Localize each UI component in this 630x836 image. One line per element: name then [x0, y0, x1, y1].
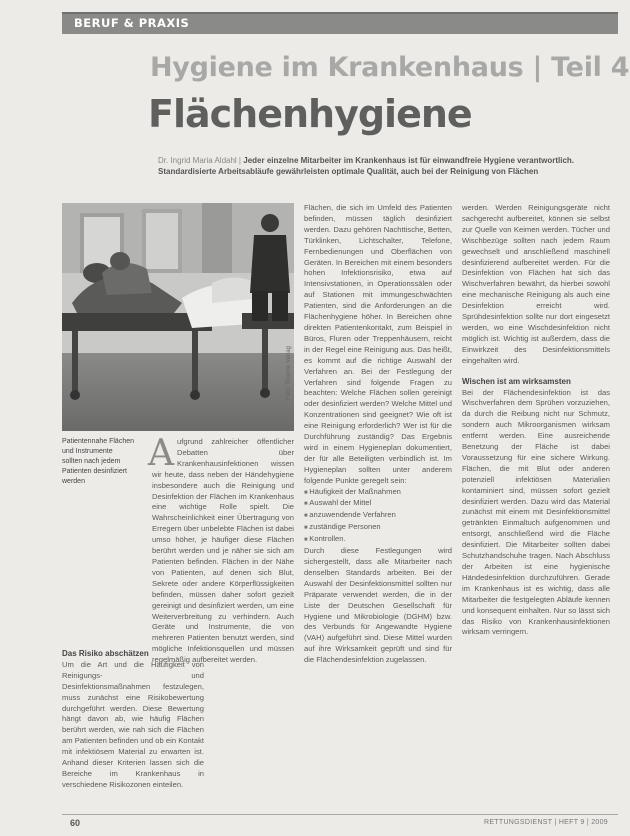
list-item: ■ Auswahl der Mittel — [304, 498, 452, 510]
subheading-risiko: Das Risiko abschätzen — [62, 649, 149, 658]
lead-text: Jeder einzelne Mitarbeiter im Krankenhaus ist für einwandfreie Hygiene verantwortlich. Standardisierte Arbeitsabläufe gewährleisten optimale Qualität, auch bei der Reinigung von Flächen — [158, 156, 575, 176]
drop-cap: A — [148, 433, 174, 474]
list-item: ■ zuständige Personen — [304, 522, 452, 534]
photo-caption: Patientennahe Flächen und Instrumente sollten nach jedem Patienten desinfiziert werden — [62, 438, 134, 485]
column-2-paragraph-2: Durch diese Festlegungen wird sichergestellt, dass alle Mitarbeiter nach denselben Standards arbeiten. Bei der Auswahl der Desinfektionsmittel sollten nur Präparate verwendet werden, die in der Liste der Deutschen Gesellschaft für Hygiene und Mikrobiologie (DGHM) bzw. des Verbunds für Angewandte Hygiene (VAH) aufgeführt sind. Diese Mittel wurden auf ihre Wirksamkeit geprüft und sind für die Flächendesinfektion zugelassen. — [304, 546, 452, 665]
list-item: ■ Häufigkeit der Maßnahmen — [304, 487, 452, 499]
article-kicker-title: Hygiene im Krankenhaus | Teil 4 — [150, 52, 630, 83]
column-2-paragraph-1: Flächen, die sich im Umfeld des Patienten befinden, müssen täglich desinfiziert werden. Dazu gehören Nachttische, Betten, Türklinken, Lichtschalter, Telefone, Fernbedienungen und Oberflächen von Geräten. In Bereichen mit einem besonders hohen Infektionsrisiko, etwa auf Intensivstationen, in Operationssälen oder auf Stationen mit immungeschwächten Patienten, sind die Anforderungen an die Flächenhygiene höher. In Bereichen ohne direkten Patientenkontakt, zum Beispiel in Büros, Fluren oder Treppenhäusern, reicht in der Regel eine Reinigung aus. Das heißt, es kommt auf die richtige Auswahl der Verfahren an. Bei der Festlegung der Verfahren sind folgende Fragen zu beachten: Welche Flächen sollen gereinigt oder desinfiziert werden? Welche Mittel und Konzentrationen sind geeignet? Wie oft ist eine Reinigung erforderlich? Wer ist für die Durchführung zuständig? Das Ergebnis wird in einem Hygieneplan dokumentiert, der für alle Beteiligten verbindlich ist. Im Hygieneplan sollten unter anderem folgende Punkte geregelt sein: — [304, 203, 452, 485]
list-item: ■ Kontrollen. — [304, 534, 452, 546]
risk-paragraph: Um die Art und die Häufigkeit von Reinigungs- und Desinfektionsmaßnahmen festzulegen, muss zunächst eine Risikobewertung durchgeführt werden. Diese Bewertung hängt davon ab, wie häufig Flächen berührt werden, wie nah sich die Flächen am Patienten befinden und ob ein Kontakt mit infektiösem Material zu erwarten ist. Anhand dieser Kriterien lassen sich die Bereiche im Krankenhaus in verschiedene Risikozonen einteilen. — [62, 659, 204, 789]
column-3-paragraph-2: Bei der Flächendesinfektion ist das Wischverfahren dem Sprühen vorzuziehen, da durch die Reibung nicht nur Schmutz, sondern auch Mikroorganismen wirksam entfernt werden. Eine ausreichende Benetzung der Fläche ist dabei Voraussetzung für eine sichere Wirkung. Flächen, die mit Blut oder anderen potenziell infektiösen Materialien kontaminiert sind, müssen sofort gezielt desinfiziert werden. Dazu wird das Material zunächst mit einem mit Desinfektionsmittel getränkten Einmaltuch aufgenommen und entsorgt, anschließend wird die Fläche desinfiziert. Die Mitarbeiter sollten dabei Schutzhandschuhe tragen. Nach Abschluss der Arbeiten ist eine hygienische Händedesinfektion durchzuführen. Gerade im Krankenhaus ist es wichtig, dass alle Mitarbeiter die festgelegten Abläufe kennen und konsequent einhalten. Nur so lässt sich das Risiko von Krankenhausinfektionen wirksam verringern. — [462, 387, 610, 637]
intro-text: ufgrund zahlreicher öffentlicher Debatten über Krankenhausinfektionen wissen wir heute, dass neben der Händehygiene insbesondere auch die Reinigung und Desinfektion der Flächen im Krankenhaus eine wichtige Rolle spielt. Die Wahrscheinlichkeit einer Übertragung von Erregern über unbelebte Flächen ist dabei umso höher, je häufiger diese Flächen berührt werden und je näher sie sich am Patienten befinden. Flächen in der Nähe von Patienten, auf denen sich Blut, Sekrete oder andere Körperflüssigkeiten befinden, müssen daher sofort gezielt gereinigt und desinfiziert werden, um eine Weiterverbreitung zu verhindern. Auch Geräte und Instrumente, die von mehreren Patienten benutzt werden, sind mögliche Infektionsquellen und müssen regelmäßig aufbereitet werden. — [152, 437, 294, 665]
column-2 — [304, 203, 452, 666]
photo-credit: Foto: Thieme Verlag — [286, 346, 292, 400]
hygiene-plan-list — [304, 487, 452, 547]
list-item: ■ anzuwendende Verfahren — [304, 510, 452, 522]
article-lead — [158, 155, 578, 177]
column-1-bottom — [62, 649, 204, 791]
author-name: Dr. Ingrid Maria Aldahl | — [158, 156, 242, 165]
article-main-title: Flächenhygiene — [148, 92, 472, 136]
page-number: 60 — [70, 818, 81, 828]
column-3-paragraph-1: werden. Werden Reinigungsgeräte nicht sachgerecht aufbereitet, können sie selbst zur Quelle von Keimen werden. Tücher und Wischbezüge sollten nach jedem Raum gewechselt und anschließend maschinell desinfizierend aufbereitet werden. Für die Desinfektion von Flächen hat sich das Wischverfahren bewährt, da hierbei sowohl eine mechanische Reinigung als auch eine Desinfektion erreicht wird. Sprühdesinfektion sollte nur dort eingesetzt werden, wo eine Wischdesinfektion nicht möglich ist. Wichtig ist außerdem, dass die Einwirkzeit des Desinfektionsmittels eingehalten wird. — [462, 203, 610, 365]
footer-rule — [62, 814, 618, 815]
column-3 — [462, 203, 610, 638]
section-label: BERUF & PRAXIS — [74, 16, 190, 30]
hospital-ward-photo — [62, 203, 294, 431]
column-1-top — [148, 433, 294, 666]
subheading-wischen: Wischen ist am wirksamsten — [462, 376, 571, 386]
journal-footer: RETTUNGSDIENST | HEFT 9 | 2009 — [483, 819, 608, 826]
intro-paragraph — [148, 433, 294, 666]
section-header-bar — [62, 12, 618, 34]
